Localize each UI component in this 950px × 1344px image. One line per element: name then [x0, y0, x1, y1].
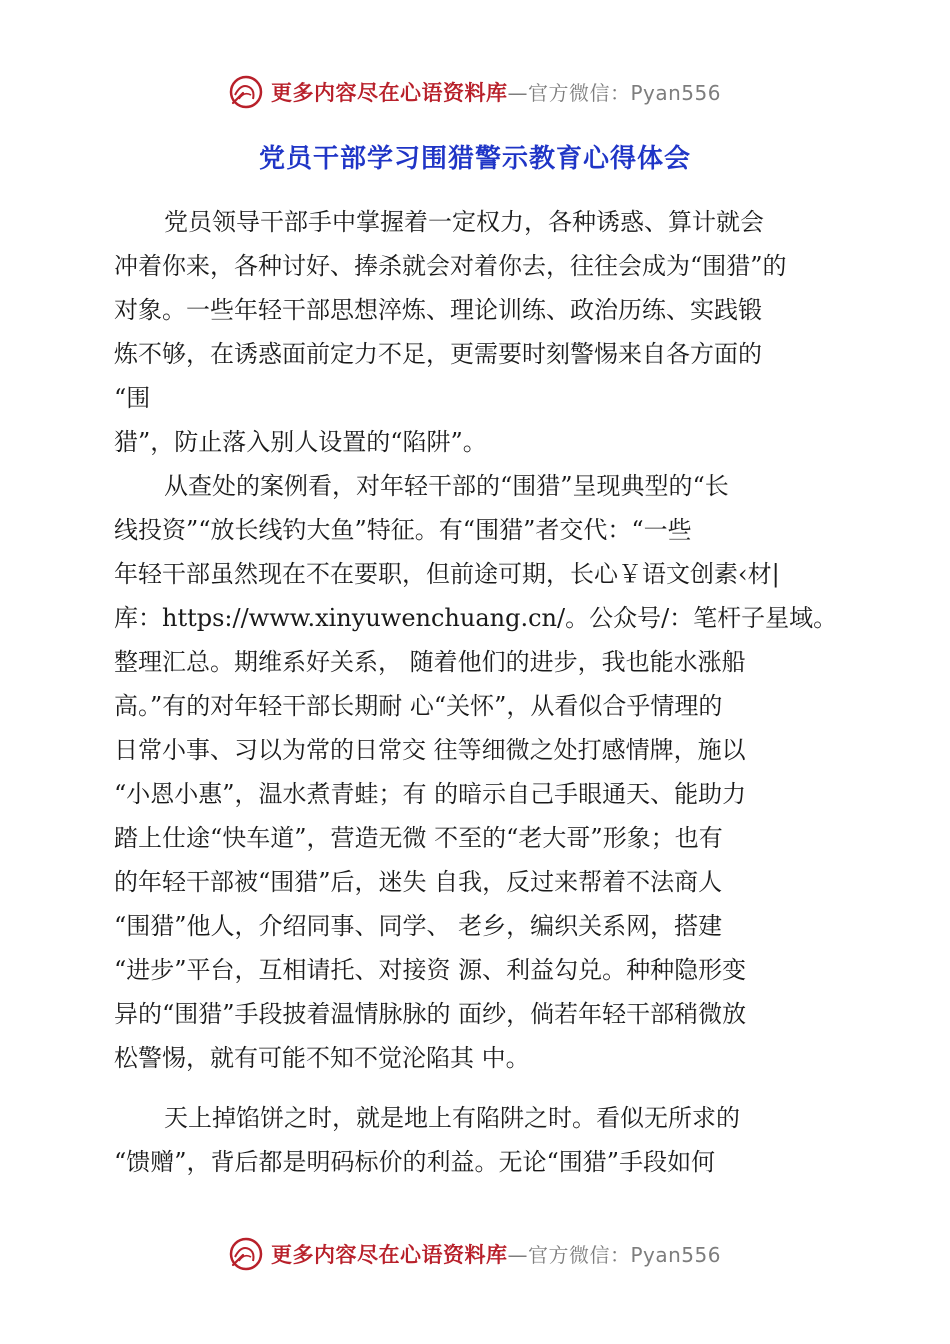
paragraph-line: 年轻干部虽然现在不在要职，但前途可期，长心￥语文创素‹材| [114, 560, 780, 588]
paragraph-line: 冲着你来，各种讨好、捧杀就会对着你去，往往会成为“围猎”的 [114, 252, 787, 280]
paragraph-1 [114, 200, 836, 464]
paragraph-line: 松警惕，就有可能不知不觉沦陷其 中。 [114, 1044, 530, 1072]
paragraph-line: 异的“围猎”手段披着温情脉脉的 面纱，倘若年轻干部稍微放 [114, 1000, 747, 1028]
paragraph-line: “馈赠”，背后都是明码标价的利益。无论“围猎”手段如何 [114, 1148, 716, 1176]
footer-banner-red-text: 更多内容尽在心语资料库 [270, 1242, 508, 1267]
header-banner [0, 70, 950, 114]
paragraph-line: 高。”有的对年轻干部长期耐 心“关怀”，从看似合乎情理的 [114, 692, 723, 720]
paragraph-line: 线投资”“放长线钓大鱼”特征。有“围猎”者交代：“一些 [114, 516, 692, 544]
paragraph-line: 炼不够，在诱惑面前定力不足，更需要时刻警惕来自各方面的 [114, 340, 762, 368]
paragraph-line: 踏上仕途“快车道”，营造无微 不至的“老大哥”形象；也有 [114, 824, 723, 852]
document-body [114, 200, 836, 1184]
header-banner-text [271, 77, 721, 107]
paragraph-line: 整理汇总。期维系好关系， 随着他们的进步，我也能水涨船 [114, 648, 746, 676]
paragraph-line: 党员领导干部手中掌握着一定权力，各种诱惑、算计就会 [164, 208, 764, 236]
logo-icon [229, 1237, 263, 1271]
paragraph-line: “围 [114, 384, 151, 412]
paragraph-line: “进步”平台，互相请托、对接资 源、利益勾兑。种种隐形变 [114, 956, 747, 984]
header-banner-gray-text: —官方微信：Pyan556 [507, 81, 721, 105]
paragraph-line: 的年轻干部被“围猎”后，迷失 自我，反过来帮着不法商人 [114, 868, 723, 896]
paragraph-2 [114, 464, 836, 1080]
paragraph-line: 天上掉馅饼之时，就是地上有陷阱之时。看似无所求的 [164, 1104, 740, 1132]
footer-banner-text [271, 1239, 721, 1269]
paragraph-line: “小恩小惠”，温水煮青蛙；有 的暗示自己手眼通天、能助力 [114, 780, 747, 808]
logo-icon [229, 75, 263, 109]
paragraph-line: 猎”，防止落入别人设置的“陷阱”。 [114, 428, 487, 456]
paragraph-line: “围猎”他人，介绍同事、同学、 老乡，编织关系网，搭建 [114, 912, 723, 940]
header-banner-red-text: 更多内容尽在心语资料库 [270, 80, 508, 105]
paragraph-line: 日常小事、习以为常的日常交 往等细微之处打感情牌，施以 [114, 736, 746, 764]
document-title: 党员干部学习围猎警示教育心得体会 [258, 144, 691, 174]
paragraph-3 [114, 1096, 836, 1184]
footer-banner [0, 1232, 950, 1276]
footer-banner-gray-text: —官方微信：Pyan556 [507, 1243, 721, 1267]
paragraph-line: 库：https://www.xinyuwenchuang.cn/。公众号/：笔杆子星域。 [114, 604, 838, 632]
paragraph-line: 对象。一些年轻干部思想淬炼、理论训练、政治历练、实践锻 [114, 296, 762, 324]
paragraph-line: 从查处的案例看，对年轻干部的“围猎”呈现典型的“长 [164, 472, 729, 500]
